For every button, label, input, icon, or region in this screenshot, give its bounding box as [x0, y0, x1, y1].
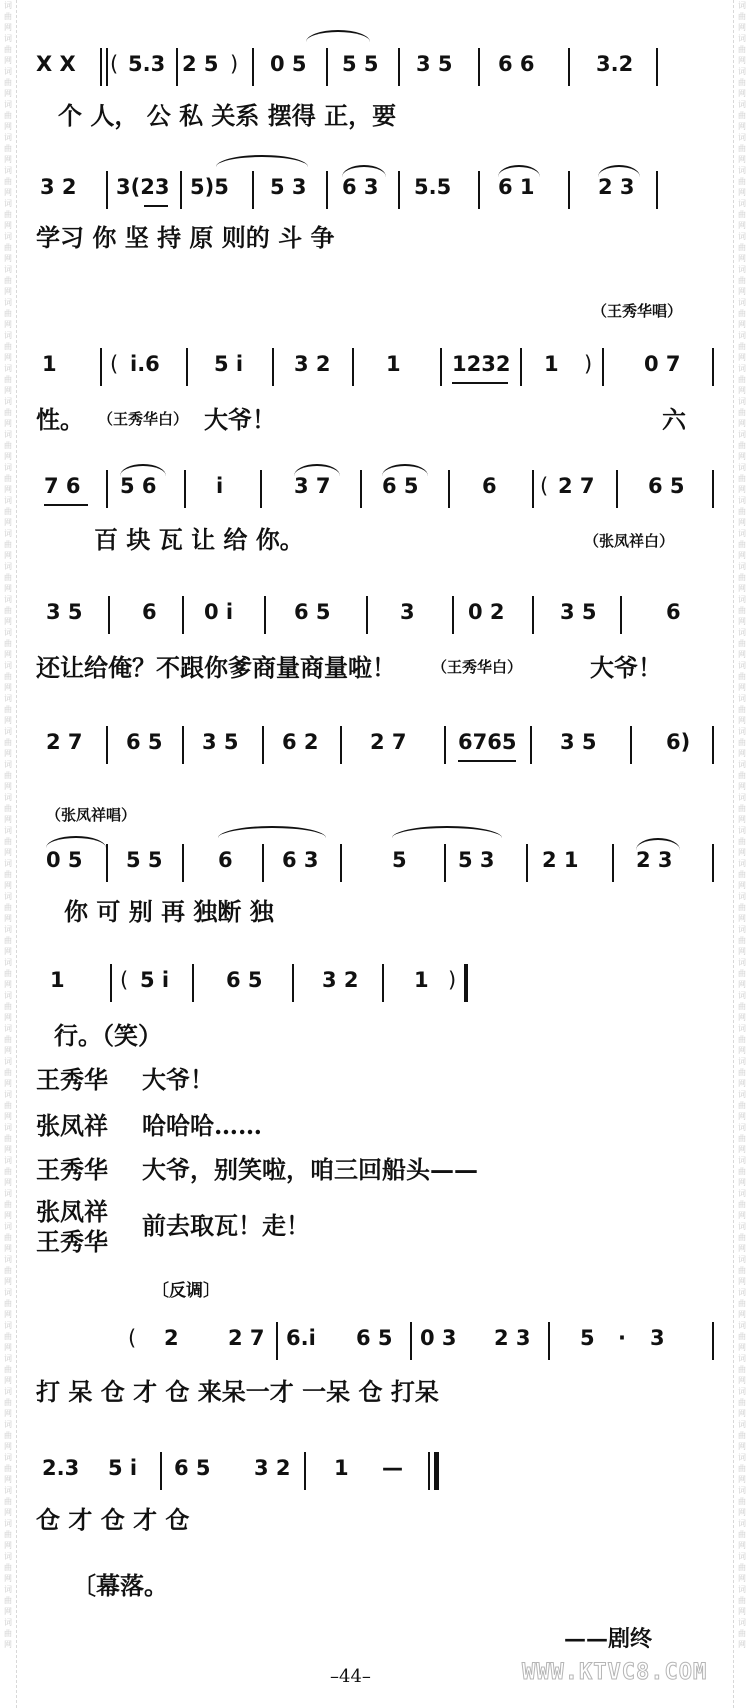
bar-line: [712, 844, 714, 882]
paren: (: [110, 52, 119, 76]
bar-line: [630, 726, 632, 764]
slur: [216, 155, 308, 167]
note-group: 1: [334, 1456, 349, 1480]
score-line-1: [36, 52, 720, 86]
bar-line: [160, 1452, 162, 1490]
note-group: 3: [400, 600, 415, 624]
note-group: 6 2: [282, 730, 319, 754]
note-group: 2 3: [636, 848, 673, 872]
bar-line: [712, 348, 714, 386]
bar-line: [110, 964, 112, 1002]
speaker-cue: （王秀华白）: [98, 410, 189, 428]
bar-line: [712, 726, 714, 764]
score-line-3: [36, 352, 720, 386]
score-line-6: [36, 730, 720, 764]
bar-line: [180, 171, 182, 209]
note-group: 3 5: [416, 52, 453, 76]
bar-line: [106, 48, 108, 86]
note-group: 3 5: [202, 730, 239, 754]
dialogue-speaker: 张凤祥: [36, 1197, 108, 1226]
note-group: 5.3: [128, 52, 166, 76]
note-group: 3 2: [254, 1456, 291, 1480]
bar-line: [366, 596, 368, 634]
slur: [120, 464, 166, 476]
left-margin-watermark: 词 曲 网 词 曲 网 词 曲 网 词 曲 网 词 曲 网 词 曲 网 词 曲 网 词 曲 网 词 曲 网 词 曲 网 词 曲 网 词 曲 网 词 曲 网 词 曲 网 词 曲 网 词 曲 网 词 曲 网 词 曲 网 词 曲 网 词 曲 网 词 曲 网 词 曲 网 词 曲 网 词 曲 网 词 曲 网 词 曲 网 词 曲 网 词 曲 网 词 曲 网 词 曲 网 词 曲 网 词 曲 网 词 曲 网 词 曲 网 词 曲 网 词 曲 网 词 曲 网 词 曲 网 词 曲 网 词 曲 网 词 曲 网 词 曲 网 词 曲 网 词 曲 网 词 曲 网 词 曲 网 词 曲 网 词 曲 网 词 曲 网 词 曲 网: [0, 0, 17, 1708]
lyric-line-5c: 大爷！: [590, 653, 662, 682]
note-group: 3 5: [46, 600, 83, 624]
note-group: 7 6: [44, 474, 81, 498]
bar-line: [186, 348, 188, 386]
dialogue-speaker: 张凤祥: [36, 1111, 108, 1140]
note-group: 2 3: [598, 175, 635, 199]
note-group: 5 i: [108, 1456, 138, 1480]
note-group: 0 5: [270, 52, 307, 76]
bar-line: [398, 171, 400, 209]
note-group: 5: [580, 1326, 595, 1350]
note-group: 5 3: [270, 175, 307, 199]
score-line-4: [36, 474, 720, 508]
bar-line: [616, 470, 618, 508]
note-group: 5: [392, 848, 407, 872]
bar-line: [532, 596, 534, 634]
note-group: 6 5: [648, 474, 685, 498]
note-group: 3 2: [294, 352, 331, 376]
note-group: 0 5: [46, 848, 83, 872]
score-line-2: [36, 175, 720, 209]
bar-line: [428, 1452, 430, 1490]
lyric-line-5: 还让给俺？不跟你爹商量商量啦！: [36, 653, 396, 682]
note-group: 1: [386, 352, 401, 376]
note-group: 6 5: [126, 730, 163, 754]
dialogue-line: 前去取瓦！走！: [142, 1211, 310, 1240]
note-group: 5 6: [120, 474, 157, 498]
bar-line: [530, 726, 532, 764]
note-group: X X: [36, 52, 76, 76]
bar-line: [398, 48, 400, 86]
note-group: 6 5: [174, 1456, 211, 1480]
bar-line: [182, 726, 184, 764]
watermark-mid: KTVC8: [578, 1660, 651, 1685]
watermark-prefix: WWW.: [522, 1660, 579, 1685]
note-group: 5)5: [190, 175, 229, 199]
note-group: 2 5: [182, 52, 219, 76]
lyric-line-7: 你 可 别 再 独断 独: [64, 897, 274, 926]
note-group: 1: [414, 968, 429, 992]
note-group: 6: [142, 600, 157, 624]
note-group: 6): [666, 730, 691, 754]
note-group: 1: [544, 352, 559, 376]
note-group: 3.2: [596, 52, 634, 76]
bar-line: [568, 171, 570, 209]
slur: [306, 30, 370, 42]
note-group: 6 1: [498, 175, 535, 199]
bar-line: [106, 844, 108, 882]
slur: [294, 464, 340, 476]
bar-line: [478, 48, 480, 86]
note-group: 0 7: [644, 352, 681, 376]
tune-cue: 〔反调〕: [152, 1281, 220, 1301]
bar-line: [532, 470, 534, 508]
bar-line: [106, 726, 108, 764]
note-group: 6 6: [498, 52, 535, 76]
singer-cue: （张凤祥唱）: [46, 806, 137, 824]
lyric-line-10: 仓 才 仓 才 仓: [36, 1505, 190, 1534]
note-group: 3 7: [294, 474, 331, 498]
bar-line: [568, 48, 570, 86]
note-group: 6: [666, 600, 681, 624]
score-line-5: [36, 600, 720, 634]
bar-line: [264, 596, 266, 634]
lyric-line-8: 行。（笑）: [54, 1021, 162, 1050]
note-group: 6: [218, 848, 233, 872]
note-group: 1: [50, 968, 65, 992]
note-group: 2 7: [370, 730, 407, 754]
right-margin-watermark: 词 曲 网 词 曲 网 词 曲 网 词 曲 网 词 曲 网 词 曲 网 词 曲 网 词 曲 网 词 曲 网 词 曲 网 词 曲 网 词 曲 网 词 曲 网 词 曲 网 词 曲 网 词 曲 网 词 曲 网 词 曲 网 词 曲 网 词 曲 网 词 曲 网 词 曲 网 词 曲 网 词 曲 网 词 曲 网 词 曲 网 词 曲 网 词 曲 网 词 曲 网 词 曲 网 词 曲 网 词 曲 网 词 曲 网 词 曲 网 词 曲 网 词 曲 网 词 曲 网 词 曲 网 词 曲 网 词 曲 网 词 曲 网 词 曲 网 词 曲 网 词 曲 网 词 曲 网 词 曲 网 词 曲 网 词 曲 网 词 曲 网 词 曲 网: [733, 0, 750, 1708]
bar-line: [382, 964, 384, 1002]
score-line-9: [36, 1326, 720, 1360]
note-group: 5 5: [342, 52, 379, 76]
note-group: 6 5: [356, 1326, 393, 1350]
singer-cue: （王秀华唱）: [592, 302, 683, 320]
bar-line: [360, 470, 362, 508]
bar-line: [292, 964, 294, 1002]
lyric-line-2: 学习 你 坚 持 原 则的 斗 争: [36, 223, 335, 252]
dialogue-speaker: 王秀华: [36, 1065, 108, 1094]
note-group: 1232: [452, 352, 511, 376]
note-group: 6765: [458, 730, 517, 754]
bar-line: [656, 48, 658, 86]
bar-line: [182, 844, 184, 882]
slur: [382, 464, 428, 476]
slur: [342, 165, 386, 177]
dialogue-speaker: 王秀华: [36, 1155, 108, 1184]
note-group: 5 i: [140, 968, 170, 992]
bar-line: [520, 348, 522, 386]
bar-line: [276, 1322, 278, 1360]
note-group: 5.5: [414, 175, 452, 199]
note-group: i: [216, 474, 224, 498]
bar-line: [260, 470, 262, 508]
speaker-cue: （张凤祥白）: [584, 532, 675, 550]
dialogue-line: 大爷，别笑啦，咱三回船头——: [142, 1155, 478, 1184]
note-group: 1: [42, 352, 57, 376]
bar-line: [448, 470, 450, 508]
bar-line: [100, 48, 102, 86]
bar-line: [656, 171, 658, 209]
note-group: 6 5: [226, 968, 263, 992]
bar-line: [182, 596, 184, 634]
note-group: 2: [164, 1326, 179, 1350]
lyric-line-1: 个 人， 公 私 关系 摆得 正，要: [58, 101, 397, 130]
slur: [392, 826, 502, 838]
note-group: 6 5: [294, 600, 331, 624]
dialogue-line: 哈哈哈……: [142, 1111, 262, 1140]
dialogue-line: 大爷！: [142, 1065, 214, 1094]
note-group: 2.3: [42, 1456, 80, 1480]
paren: ): [584, 352, 593, 376]
note-group: 2 7: [228, 1326, 265, 1350]
dialogue-speaker: 王秀华: [36, 1227, 108, 1256]
note-group: 0 i: [204, 600, 234, 624]
bar-line: [712, 470, 714, 508]
site-watermark: [522, 1660, 707, 1685]
bar-line: [176, 48, 178, 86]
bar-line: [340, 726, 342, 764]
bar-line: [620, 596, 622, 634]
paren: (: [128, 1326, 137, 1350]
underline: [144, 205, 168, 207]
paren: ): [230, 52, 239, 76]
underline: [458, 760, 516, 762]
bar-line: [444, 844, 446, 882]
score-line-10: [36, 1456, 720, 1490]
note-group: 5 i: [214, 352, 244, 376]
note-group: 2 3: [494, 1326, 531, 1350]
note-group: 3 5: [560, 600, 597, 624]
paren: (: [540, 474, 549, 498]
note-group: 2 7: [558, 474, 595, 498]
lyric-line-9: 打 呆 仓 才 仓 来呆一才 一呆 仓 打呆: [36, 1377, 439, 1406]
paren: (: [110, 352, 119, 376]
bar-line: [100, 348, 102, 386]
bar-line: [444, 726, 446, 764]
bar-line: [184, 470, 186, 508]
slur: [218, 826, 326, 838]
score-line-8: [36, 968, 720, 1002]
note-group: 0 3: [420, 1326, 457, 1350]
final-bar: [464, 964, 468, 1002]
bar-line: [192, 964, 194, 1002]
speaker-cue: （王秀华白）: [432, 658, 523, 676]
note-group: 5 3: [458, 848, 495, 872]
page-number: –44–: [330, 1666, 371, 1687]
bar-line: [548, 1322, 550, 1360]
lyric-line-3a: 性。: [36, 405, 84, 434]
bar-line: [106, 171, 108, 209]
note-group: —: [382, 1456, 403, 1480]
note-group: 3 2: [322, 968, 359, 992]
lyric-line-4: 百 块 瓦 让 给 你。: [94, 525, 304, 554]
bar-line: [262, 726, 264, 764]
stage-direction: 〔幕落。: [72, 1571, 168, 1600]
bar-line: [262, 844, 264, 882]
note-group: 6 3: [282, 848, 319, 872]
slur: [498, 165, 540, 177]
bar-line: [526, 844, 528, 882]
paren: ): [448, 968, 457, 992]
bar-line: [252, 48, 254, 86]
bar-line: [272, 348, 274, 386]
bar-line: [352, 348, 354, 386]
lyric-line-3d: 六: [662, 405, 686, 434]
watermark-suffix: .COM: [650, 1660, 708, 1685]
bar-line: [108, 596, 110, 634]
note-group: 6: [482, 474, 497, 498]
bar-line: [712, 1322, 714, 1360]
paren: (: [120, 968, 129, 992]
note-group: 6.i: [286, 1326, 316, 1350]
bar-line: [452, 596, 454, 634]
bar-line: [410, 1322, 412, 1360]
bar-line: [478, 171, 480, 209]
final-bar: [434, 1452, 439, 1490]
note-group: 6 5: [382, 474, 419, 498]
bar-line: [440, 348, 442, 386]
bar-line: [612, 844, 614, 882]
slur: [636, 838, 680, 850]
end-mark: ——剧终: [564, 1626, 653, 1652]
bar-line: [340, 844, 342, 882]
note-group: 0 2: [468, 600, 505, 624]
bar-line: [326, 48, 328, 86]
note-group: 3: [650, 1326, 665, 1350]
note-group: 6 3: [342, 175, 379, 199]
bar-line: [252, 171, 254, 209]
slur: [46, 836, 106, 848]
note-group: i.6: [130, 352, 160, 376]
note-group: ·: [618, 1326, 626, 1350]
lyric-line-3c: 大爷！: [204, 405, 276, 434]
note-group: 5 5: [126, 848, 163, 872]
note-group: 3 5: [560, 730, 597, 754]
score-line-7: [36, 848, 720, 882]
note-group: 2 1: [542, 848, 579, 872]
bar-line: [602, 348, 604, 386]
note-group: 3(23: [116, 175, 170, 199]
note-group: 3 2: [40, 175, 77, 199]
slur: [598, 165, 640, 177]
note-group: 2 7: [46, 730, 83, 754]
bar-line: [326, 171, 328, 209]
underline: [44, 504, 88, 506]
bar-line: [304, 1452, 306, 1490]
bar-line: [106, 470, 108, 508]
underline: [452, 382, 508, 384]
